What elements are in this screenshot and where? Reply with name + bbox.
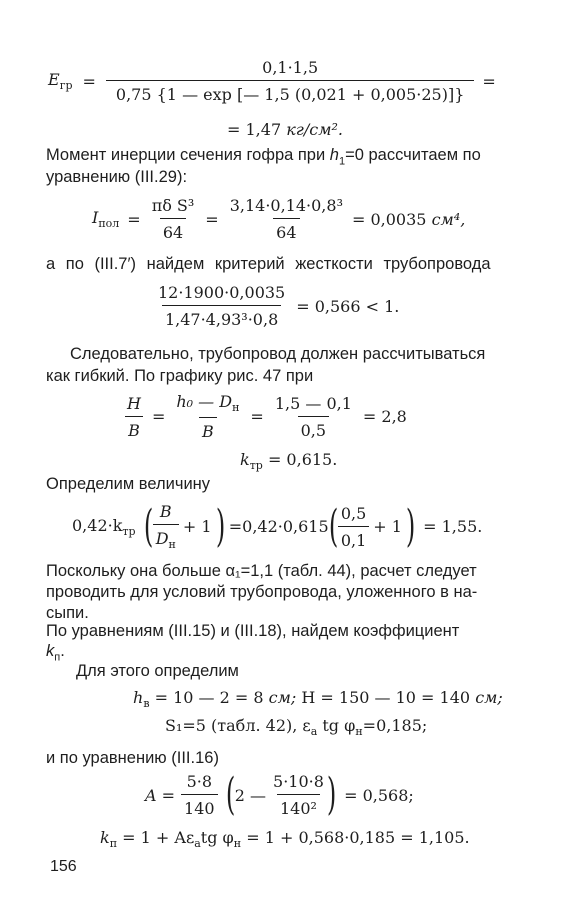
equation-elastic-modulus: $E_{гр}$ = $\frac{0,1\cdot 1,5}{0,75 \{1 — \exp [— 1,5 (0,021 + 0,005\cdot 25)]\}}$ =: [48, 58, 496, 104]
paragraph-since-line3: сыпи.: [46, 604, 89, 622]
equation-ratio: $\frac{H}{B}$ = $\frac{h_0 — D_н}{B}$ = $\frac{1,5 — 0,1}{0,5}$ = 2,8: [127, 392, 407, 442]
paragraph-since: Поскольку она больше α₁=1,1 (табл. 44), расчет следует: [46, 562, 477, 580]
eq1-result: = 1,47 кг/см².: [227, 120, 343, 139]
paragraph-by-equation: и по уравнению (III.16): [46, 749, 219, 767]
equation-stiffness: $\frac{12\cdot 1900\cdot 0,0035}{\text{1,47·4,93³·0,8}}$ = 0,566 < 1.: [158, 283, 400, 329]
paragraph-criterion: а по (III.7′) найдем критерий жесткости трубопровода: [46, 255, 491, 273]
paragraph-by-equations: По уравнениям (III.15) и (III.18), найдем коэффициент: [46, 622, 460, 640]
equation-heights: $h_в = 10$ — 2 = 8 см; H = 150 — 10 = 140 см;: [133, 688, 503, 711]
equation-check: $0,42\cdot k_{тр}$ ( $\frac{B}{D_н}$ + 1 ) =0,42·0,615 ( $\frac{0,5}{0,1}$ + 1 ) = 1,55.: [72, 500, 483, 552]
equation-moment-inertia: $I_{пол}$ = $\frac{\text{πδ S³}}{64}$ = $\frac{\text{3,14·0,14·0,8³}}{64}$ = 0,0035 см⁴,: [92, 196, 466, 242]
paragraph-moment: Момент инерции сечения гофра при $h_1=0$ рассчитаем по: [46, 146, 481, 168]
equation-k-p: $k_п = 1 + A\varepsilon_atg$ $\varphi_н = 1 + 0,568\cdot 0,185 = 1,105$.: [100, 828, 470, 851]
paragraph-moment-line2: уравнению (III.29):: [46, 168, 188, 186]
equation-s1: S₁=5 (табл. 42), $\varepsilon_a$ tg $\varphi_н=0,185$;: [165, 716, 428, 739]
paragraph-consequently: Следовательно, трубопровод должен рассчитываться: [70, 345, 486, 363]
paragraph-k-p: $k_п$.: [46, 642, 65, 664]
equation-a: A = $\frac{5\cdot 8}{140}$ ( 2 — $\frac{5\cdot 10\cdot 8}{\text{140²}}$ ) = 0,568;: [145, 769, 414, 821]
paragraph-since-line2: проводить для условий трубопровода, уложенного в на-: [46, 583, 478, 601]
paragraph-consequently-line2: как гибкий. По графику рис. 47 при: [46, 367, 314, 385]
paragraph-for-this: Для этого определим: [76, 662, 239, 680]
eq1-fraction: $\frac{0,1\cdot 1,5}{0,75 \{1 — \exp [— 1,5 (0,021 + 0,005\cdot 25)]\}}$: [106, 58, 474, 104]
eq1-lhs: $E_{гр}$: [48, 69, 73, 93]
paragraph-determine: Определим величину: [46, 475, 211, 493]
page-number: 156: [50, 858, 77, 875]
equation-k-tr: $k_{тр} = 0,615$.: [240, 450, 338, 473]
